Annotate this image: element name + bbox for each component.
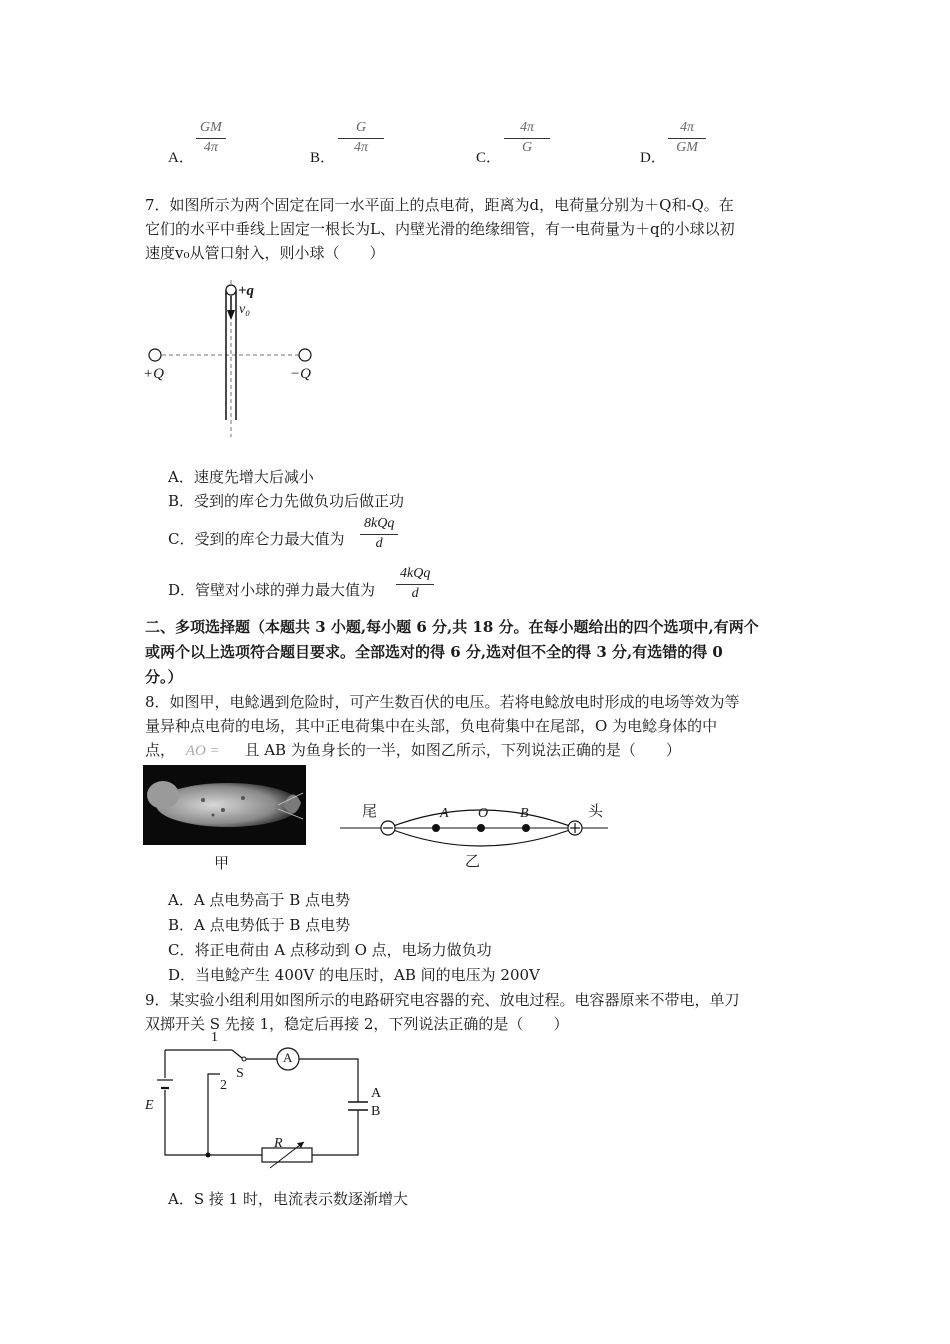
q9-fig-cap-B: B xyxy=(371,1104,381,1119)
q9-fig-switch-S: S xyxy=(236,1066,244,1081)
q9-fig-ammeter-A: A xyxy=(283,1050,293,1065)
q8-fig-yi-caption: 乙 xyxy=(465,852,481,870)
q7-option-c-fraction xyxy=(360,516,398,552)
q9-fig-terminal-2: 2 xyxy=(220,1078,227,1093)
q6-option-c-num: 4π xyxy=(519,120,534,135)
q8-line-3-start: 点， xyxy=(145,741,176,759)
q9-line-2: 双掷开关 S 先接 1，稳定后再接 2，下列说法正确的是（ ） xyxy=(145,1015,569,1033)
q9-option-a: A．S 接 1 时，电流表示数逐渐增大 xyxy=(168,1190,408,1208)
q7-option-d-den: d xyxy=(411,586,419,601)
q8-fig-jia-caption: 甲 xyxy=(214,854,230,872)
switch-blade xyxy=(232,1050,242,1058)
q7-option-c-num: 8kQq xyxy=(364,516,395,531)
q6-option-a-den: 4π xyxy=(203,140,218,155)
q9-line-1: 9．某实验小组利用如图所示的电路研究电容器的充、放电过程。电容器原来不带电，单刀 xyxy=(145,991,740,1009)
q6-option-c-fraction xyxy=(504,120,550,156)
electric-catfish-photo xyxy=(143,765,306,845)
point-a-dot xyxy=(432,824,440,832)
q8-point-o-label: O xyxy=(478,806,489,821)
q7-fig-plus-Q: +Q xyxy=(143,366,164,382)
q6-option-d-fraction xyxy=(668,120,706,156)
q7-option-d-fraction xyxy=(396,566,434,602)
q8-line-2: 量异种点电荷的电场，其中正电荷集中在头部，负电荷集中在尾部，O 为电鲶身体的中 xyxy=(145,717,718,735)
q6-option-c-den: G xyxy=(521,140,533,155)
q6-option-b-fraction xyxy=(338,120,384,156)
q8-option-d: D．当电鲶产生 400V 的电压时，AB 间的电压为 200V xyxy=(168,966,540,984)
q6-option-b-num: G xyxy=(355,120,367,135)
q6-option-a-label: A． xyxy=(168,150,194,166)
q6-option-d-label: D． xyxy=(640,150,666,166)
q7-option-a: A．速度先增大后减小 xyxy=(168,468,314,486)
q8-line-3-end: 且 AB 为鱼身长的一半，如图乙所示，下列说法正确的是（ ） xyxy=(244,741,681,759)
q7-option-b: B．受到的库仑力先做负功后做正功 xyxy=(168,492,405,510)
q9-fig-E: E xyxy=(145,1098,154,1113)
q6-option-b-label: B． xyxy=(310,150,336,166)
section2-line-3: 分。） xyxy=(145,668,183,686)
q9-fig-terminal-1: 1 xyxy=(211,1030,218,1045)
q6-option-b-den: 4π xyxy=(353,140,368,155)
q7-option-d-num: 4kQq xyxy=(400,566,431,581)
charge-q-ball xyxy=(226,285,236,295)
q7-line-1: 7．如图所示为两个固定在同一水平面上的点电荷，距离为d，电荷量分别为＋Q和-Q。在 xyxy=(145,196,734,214)
q6-option-d-den: GM xyxy=(676,140,698,155)
q6-option-d-num: 4π xyxy=(679,120,694,135)
q7-line-3: 速度v₀从管口射入，则小球（ ） xyxy=(145,244,385,262)
q9-fig-R: R xyxy=(274,1136,283,1151)
q7-option-d: D．管壁对小球的弹力最大值为 xyxy=(168,581,376,599)
section2-line-1: 二、多项选择题（本题共 3 小题,每小题 6 分,共 18 分。在每小题给出的四个选项中,有两个 xyxy=(145,618,759,636)
q6-option-a-num: GM xyxy=(200,120,222,135)
q9-circuit-diagram xyxy=(140,1038,400,1178)
point-o-dot xyxy=(477,824,485,832)
q8-line-3 xyxy=(145,739,681,762)
section2-line-2: 或两个以上选项符合题目要求。全部选对的得 6 分,选对但不全的得 3 分,有选错的得 0 xyxy=(145,643,723,661)
q8-option-b: B．A 点电势低于 B 点电势 xyxy=(168,916,351,934)
q9-fig-cap-A: A xyxy=(371,1086,382,1101)
q8-line-3-faded-formula: AO = xyxy=(185,743,220,759)
point-b-dot xyxy=(522,824,530,832)
q7-fig-v0: v₀ xyxy=(239,302,251,317)
q6-option-c-label: C． xyxy=(476,150,502,166)
q7-option-c-den: d xyxy=(375,536,383,551)
velocity-arrow-icon xyxy=(227,310,235,320)
q8-option-c: C．将正电荷由 A 点移动到 O 点，电场力做负功 xyxy=(168,941,492,959)
charge-plus-Q xyxy=(149,349,161,361)
q7-fig-plus-q: +q xyxy=(238,283,255,299)
q8-head-label: 头 xyxy=(588,802,604,820)
q8-tail-label: 尾 xyxy=(362,802,378,820)
q7-line-2: 它们的水平中垂线上固定一根长为L、内壁光滑的绝缘细管，有一电荷量为＋q的小球以初 xyxy=(145,220,735,238)
q8-point-a-label: A xyxy=(440,806,449,821)
q6-option-a-fraction xyxy=(196,120,226,156)
q7-fig-minus-Q: −Q xyxy=(290,366,311,382)
q8-point-b-label: B xyxy=(520,806,529,821)
q7-option-c: C．受到的库仑力最大值为 xyxy=(168,530,345,548)
charge-minus-Q xyxy=(299,349,311,361)
q8-line-1: 8．如图甲，电鲶遇到危险时，可产生数百伏的电压。若将电鲶放电时形成的电场等效为等 xyxy=(145,693,740,711)
q8-option-a: A．A 点电势高于 B 点电势 xyxy=(168,891,350,909)
